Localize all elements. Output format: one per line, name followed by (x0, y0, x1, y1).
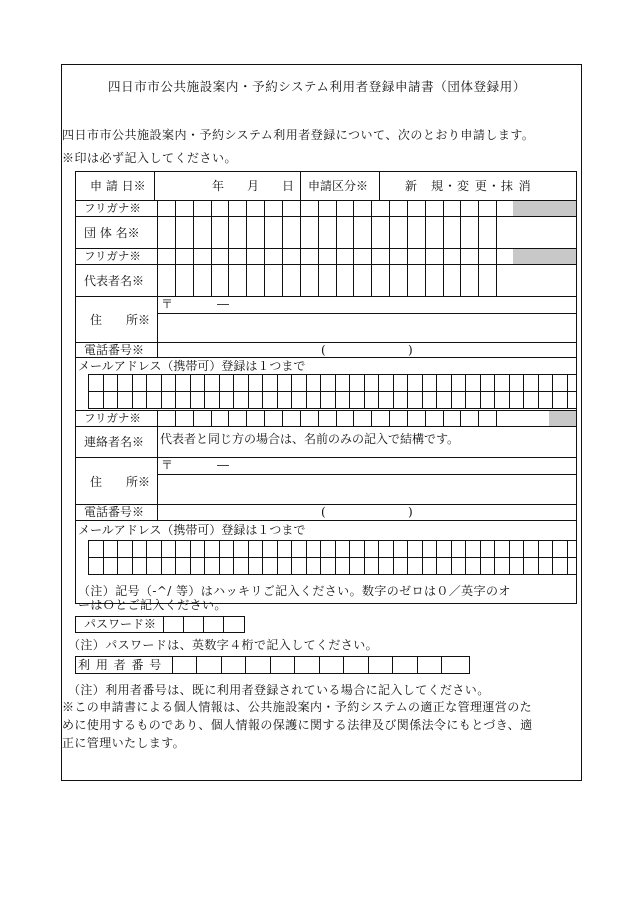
grid-cell-divider (157, 264, 158, 296)
grid-cell-divider (270, 656, 271, 674)
grid-cell-divider (175, 410, 176, 426)
grid-cell-divider (368, 656, 369, 674)
grid-cell-divider (88, 374, 89, 408)
grid-cell-divider (88, 540, 89, 574)
grid-cell-divider (300, 264, 301, 296)
grid-cell-divider (343, 656, 344, 674)
contact-phone-paren-close: ) (408, 505, 413, 519)
rep-name-label: 代表者名※ (84, 274, 145, 288)
grid-cell-divider (353, 248, 354, 264)
grid-cell-divider (407, 374, 408, 408)
privacy-note-1: ※この申請書による個人情報は、公共施設案内・予約システムの適正な管理運営のた (62, 700, 533, 714)
grid-cell-divider (552, 540, 553, 574)
grid-cell-divider (371, 410, 372, 426)
grid-cell-divider (371, 248, 372, 264)
grid-cell-divider (204, 540, 205, 574)
grid-cell-divider (175, 540, 176, 574)
contact-postal-dash: ― (217, 458, 229, 472)
grid-cell-divider (248, 374, 249, 408)
grid-cell-divider (132, 540, 133, 574)
email-label: メールアドレス（携帯可）登録は１つまで (78, 359, 306, 373)
grid-cell-divider (478, 200, 479, 216)
contact-phone-label: 電話番号※ (84, 505, 145, 519)
grid-cell-divider (282, 410, 283, 426)
apply-type-options[interactable]: 新 規・変 更・抹 消 (405, 179, 532, 193)
grid-cell-divider (262, 374, 263, 408)
required-note: ※印は必ず記入してください。 (62, 151, 238, 165)
grid-cell-divider (378, 374, 379, 408)
apply-type-label: 申請区分※ (308, 179, 369, 193)
grid-cell-divider (228, 248, 229, 264)
grid-cell-divider (193, 410, 194, 426)
user-number-note: （注）利用者番号は、既に利用者登録されている場合に記入してください。 (68, 683, 490, 697)
grid-cell-divider (318, 264, 319, 296)
grid-cell-divider (282, 248, 283, 264)
contact-email-label: メールアドレス（携帯可）登録は１つまで (78, 523, 306, 537)
grid-cell-divider (349, 540, 350, 574)
grid-cell-divider (451, 374, 452, 408)
grid-cell-divider (417, 656, 418, 674)
grid-cell-divider (318, 200, 319, 216)
grid-cell-divider (335, 374, 336, 408)
grid-cell-divider (318, 248, 319, 264)
grid-cell-divider (221, 656, 222, 674)
grid-cell-divider (460, 264, 461, 296)
month-label: 月 (247, 179, 260, 193)
grid-cell-divider (291, 374, 292, 408)
grid-cell-divider (441, 656, 442, 674)
grid-cell-divider (480, 540, 481, 574)
grid-cell-divider (496, 410, 497, 426)
grid-cell-divider (157, 410, 158, 426)
grid-cell-divider (425, 410, 426, 426)
grid-cell-divider (523, 540, 524, 574)
grid-row-line (88, 408, 576, 409)
phone-label: 電話番号※ (84, 343, 145, 357)
grid-cell-divider (480, 374, 481, 408)
rep-furigana-label: フリガナ※ (84, 249, 141, 263)
grid-cell-divider (478, 410, 479, 426)
grid-cell-divider (425, 216, 426, 248)
grid-cell-divider (219, 374, 220, 408)
grid-cell-divider (523, 374, 524, 408)
contact-name-label: 連絡者名※ (84, 435, 145, 449)
grid-cell-divider (436, 540, 437, 574)
grid-cell-divider (393, 540, 394, 574)
grid-cell-divider (233, 374, 234, 408)
grid-cell-divider (264, 216, 265, 248)
grid-cell-divider (389, 248, 390, 264)
grid-cell-divider (319, 656, 320, 674)
grid-cell-divider (204, 374, 205, 408)
grid-cell-divider (211, 216, 212, 248)
grid-cell-divider (306, 374, 307, 408)
grid-cell-divider (443, 216, 444, 248)
grid-cell-divider (175, 200, 176, 216)
grid-cell-divider (175, 216, 176, 248)
grid-cell-divider (392, 656, 393, 674)
grid-cell-divider (117, 540, 118, 574)
grid-cell-divider (460, 410, 461, 426)
group-furigana-label: フリガナ※ (84, 201, 141, 215)
grid-cell-divider (306, 540, 307, 574)
grid-cell-divider (336, 264, 337, 296)
grid-cell-divider (443, 248, 444, 264)
grid-cell-divider (262, 540, 263, 574)
grid-cell-divider (389, 264, 390, 296)
contact-furigana-label: フリガナ※ (84, 411, 141, 425)
grid-cell-divider (264, 200, 265, 216)
grid-cell-divider (223, 616, 224, 633)
grid-cell-divider (291, 540, 292, 574)
grid-cell-divider (264, 248, 265, 264)
grid-cell-divider (422, 374, 423, 408)
grid-cell-divider (193, 200, 194, 216)
grid-cell-divider (436, 374, 437, 408)
grid-cell-divider (282, 264, 283, 296)
contact-phone-paren-open: ( (321, 505, 326, 519)
grid-cell-divider (465, 374, 466, 408)
contact-name-note: 代表者と同じ方の場合は、名前のみの記入で結構です。 (160, 432, 460, 446)
grid-cell-divider (364, 374, 365, 408)
grid-cell-divider (353, 216, 354, 248)
grid-cell-divider (300, 248, 301, 264)
symbol-note-2: ーはＯとご記入ください。 (78, 598, 227, 612)
grid-cell-divider (264, 410, 265, 426)
grid-cell-divider (443, 410, 444, 426)
grid-cell-divider (496, 200, 497, 216)
password-label: パスワード※ (84, 617, 157, 631)
grid-cell-divider (538, 540, 539, 574)
grid-cell-divider (246, 248, 247, 264)
grid-cell-divider (320, 374, 321, 408)
grid-cell-divider (175, 248, 176, 264)
grid-cell-divider (552, 374, 553, 408)
grid-cell-divider (494, 374, 495, 408)
grid-cell-divider (183, 616, 184, 633)
grid-cell-divider (509, 374, 510, 408)
grid-cell-divider (246, 200, 247, 216)
grid-cell-divider (277, 374, 278, 408)
grid-cell-divider (161, 540, 162, 574)
grid-row-line (88, 574, 576, 575)
phone-paren-open: ( (321, 343, 326, 357)
grid-cell-divider (353, 410, 354, 426)
grid-cell-divider (300, 410, 301, 426)
grid-cell-divider (246, 410, 247, 426)
contact-address-label: 住 所※ (90, 475, 151, 489)
grid-cell-divider (364, 540, 365, 574)
grid-cell-divider (451, 540, 452, 574)
grid-cell-divider (336, 410, 337, 426)
grid-cell-divider (103, 374, 104, 408)
grid-cell-divider (496, 248, 497, 264)
grid-cell-divider (538, 374, 539, 408)
day-label: 日 (282, 179, 295, 193)
password-note: （注）パスワードは、英数字４桁で記入してください。 (68, 638, 379, 652)
grid-cell-divider (294, 656, 295, 674)
grid-cell-divider (422, 540, 423, 574)
grid-cell-divider (193, 248, 194, 264)
grid-cell-divider (353, 200, 354, 216)
grid-cell-divider (117, 374, 118, 408)
grid-cell-divider (460, 200, 461, 216)
grid-cell-divider (245, 656, 246, 674)
grid-cell-divider (282, 216, 283, 248)
grid-cell-divider (478, 216, 479, 248)
grid-cell-divider (228, 200, 229, 216)
grid-cell-divider (567, 540, 568, 574)
grid-cell-divider (443, 200, 444, 216)
user-number-label: 利 用 者 番 号 (78, 658, 163, 672)
grid-cell-divider (157, 248, 158, 264)
grid-cell-divider (190, 374, 191, 408)
grid-cell-divider (407, 200, 408, 216)
grid-cell-divider (157, 200, 158, 216)
grid-cell-divider (389, 200, 390, 216)
grid-cell-divider (389, 410, 390, 426)
grid-cell-divider (211, 248, 212, 264)
postal-mark: 〒 (161, 297, 174, 311)
grid-cell-divider (335, 540, 336, 574)
grid-cell-divider (228, 264, 229, 296)
grid-cell-divider (219, 540, 220, 574)
apply-date-label: 申 請 日※ (90, 179, 146, 193)
grid-cell-divider (425, 200, 426, 216)
grid-cell-divider (300, 216, 301, 248)
grid-cell-divider (300, 200, 301, 216)
grid-cell-divider (277, 540, 278, 574)
symbol-note-1: （注）記号（-^/ 等）はハッキリご記入ください。数字のゼロは０／英字のオ (78, 584, 511, 598)
grid-cell-divider (407, 216, 408, 248)
grid-cell-divider (407, 248, 408, 264)
grid-cell-divider (443, 264, 444, 296)
group-name-label: 団 体 名※ (84, 226, 140, 240)
grid-cell-divider (320, 540, 321, 574)
grid-cell-divider (146, 540, 147, 574)
intro-text: 四日市市公共施設案内・予約システム利用者登録について、次のとおり申請します。 (62, 128, 535, 142)
grid-cell-divider (478, 248, 479, 264)
grid-cell-divider (228, 410, 229, 426)
grid-cell-divider (407, 264, 408, 296)
grid-cell-divider (193, 264, 194, 296)
grid-cell-divider (371, 216, 372, 248)
grid-cell-divider (132, 374, 133, 408)
grid-cell-divider (378, 540, 379, 574)
grid-cell-divider (175, 374, 176, 408)
grid-cell-divider (264, 264, 265, 296)
grid-cell-divider (336, 216, 337, 248)
grid-cell-divider (496, 264, 497, 296)
grid-cell-divider (196, 656, 197, 674)
grid-cell-divider (211, 410, 212, 426)
grid-cell-divider (175, 264, 176, 296)
grid-cell-divider (460, 248, 461, 264)
grid-cell-divider (246, 264, 247, 296)
address-label: 住 所※ (90, 313, 151, 327)
privacy-note-2: めに使用するものであり、個人情報の保護に関する法律及び関係法令にもとづき、適 (62, 718, 533, 732)
grid-cell-divider (246, 216, 247, 248)
grid-cell-divider (193, 216, 194, 248)
grid-cell-divider (349, 374, 350, 408)
postal-dash: ― (217, 297, 229, 311)
grid-cell-divider (211, 264, 212, 296)
grid-cell-divider (371, 264, 372, 296)
grid-cell-divider (318, 216, 319, 248)
grid-cell-divider (407, 410, 408, 426)
grid-cell-divider (371, 200, 372, 216)
grid-cell-divider (389, 216, 390, 248)
grid-cell-divider (353, 264, 354, 296)
grid-cell-divider (146, 374, 147, 408)
grid-cell-divider (478, 264, 479, 296)
grid-cell-divider (425, 248, 426, 264)
year-label: 年 (212, 179, 225, 193)
grid-cell-divider (407, 540, 408, 574)
privacy-note-3: 正に管理いたします。 (62, 736, 186, 750)
grid-cell-divider (233, 540, 234, 574)
grid-cell-divider (161, 374, 162, 408)
grid-cell-divider (425, 264, 426, 296)
grid-cell-divider (509, 540, 510, 574)
grid-cell-divider (157, 216, 158, 248)
grid-cell-divider (318, 410, 319, 426)
form-title: 四日市市公共施設案内・予約システム利用者登録申請書（団体登録用） (108, 79, 526, 94)
grid-cell-divider (282, 200, 283, 216)
grid-cell-divider (248, 540, 249, 574)
grid-cell-divider (336, 200, 337, 216)
contact-postal-mark: 〒 (161, 458, 174, 472)
phone-paren-close: ) (408, 343, 413, 357)
grid-cell-divider (496, 216, 497, 248)
grid-cell-divider (103, 540, 104, 574)
grid-cell-divider (190, 540, 191, 574)
grid-cell-divider (465, 540, 466, 574)
grid-cell-divider (460, 216, 461, 248)
grid-cell-divider (393, 374, 394, 408)
grid-cell-divider (203, 616, 204, 633)
grid-cell-divider (494, 540, 495, 574)
grid-cell-divider (336, 248, 337, 264)
grid-cell-divider (567, 374, 568, 408)
grid-cell-divider (211, 200, 212, 216)
grid-cell-divider (228, 216, 229, 248)
